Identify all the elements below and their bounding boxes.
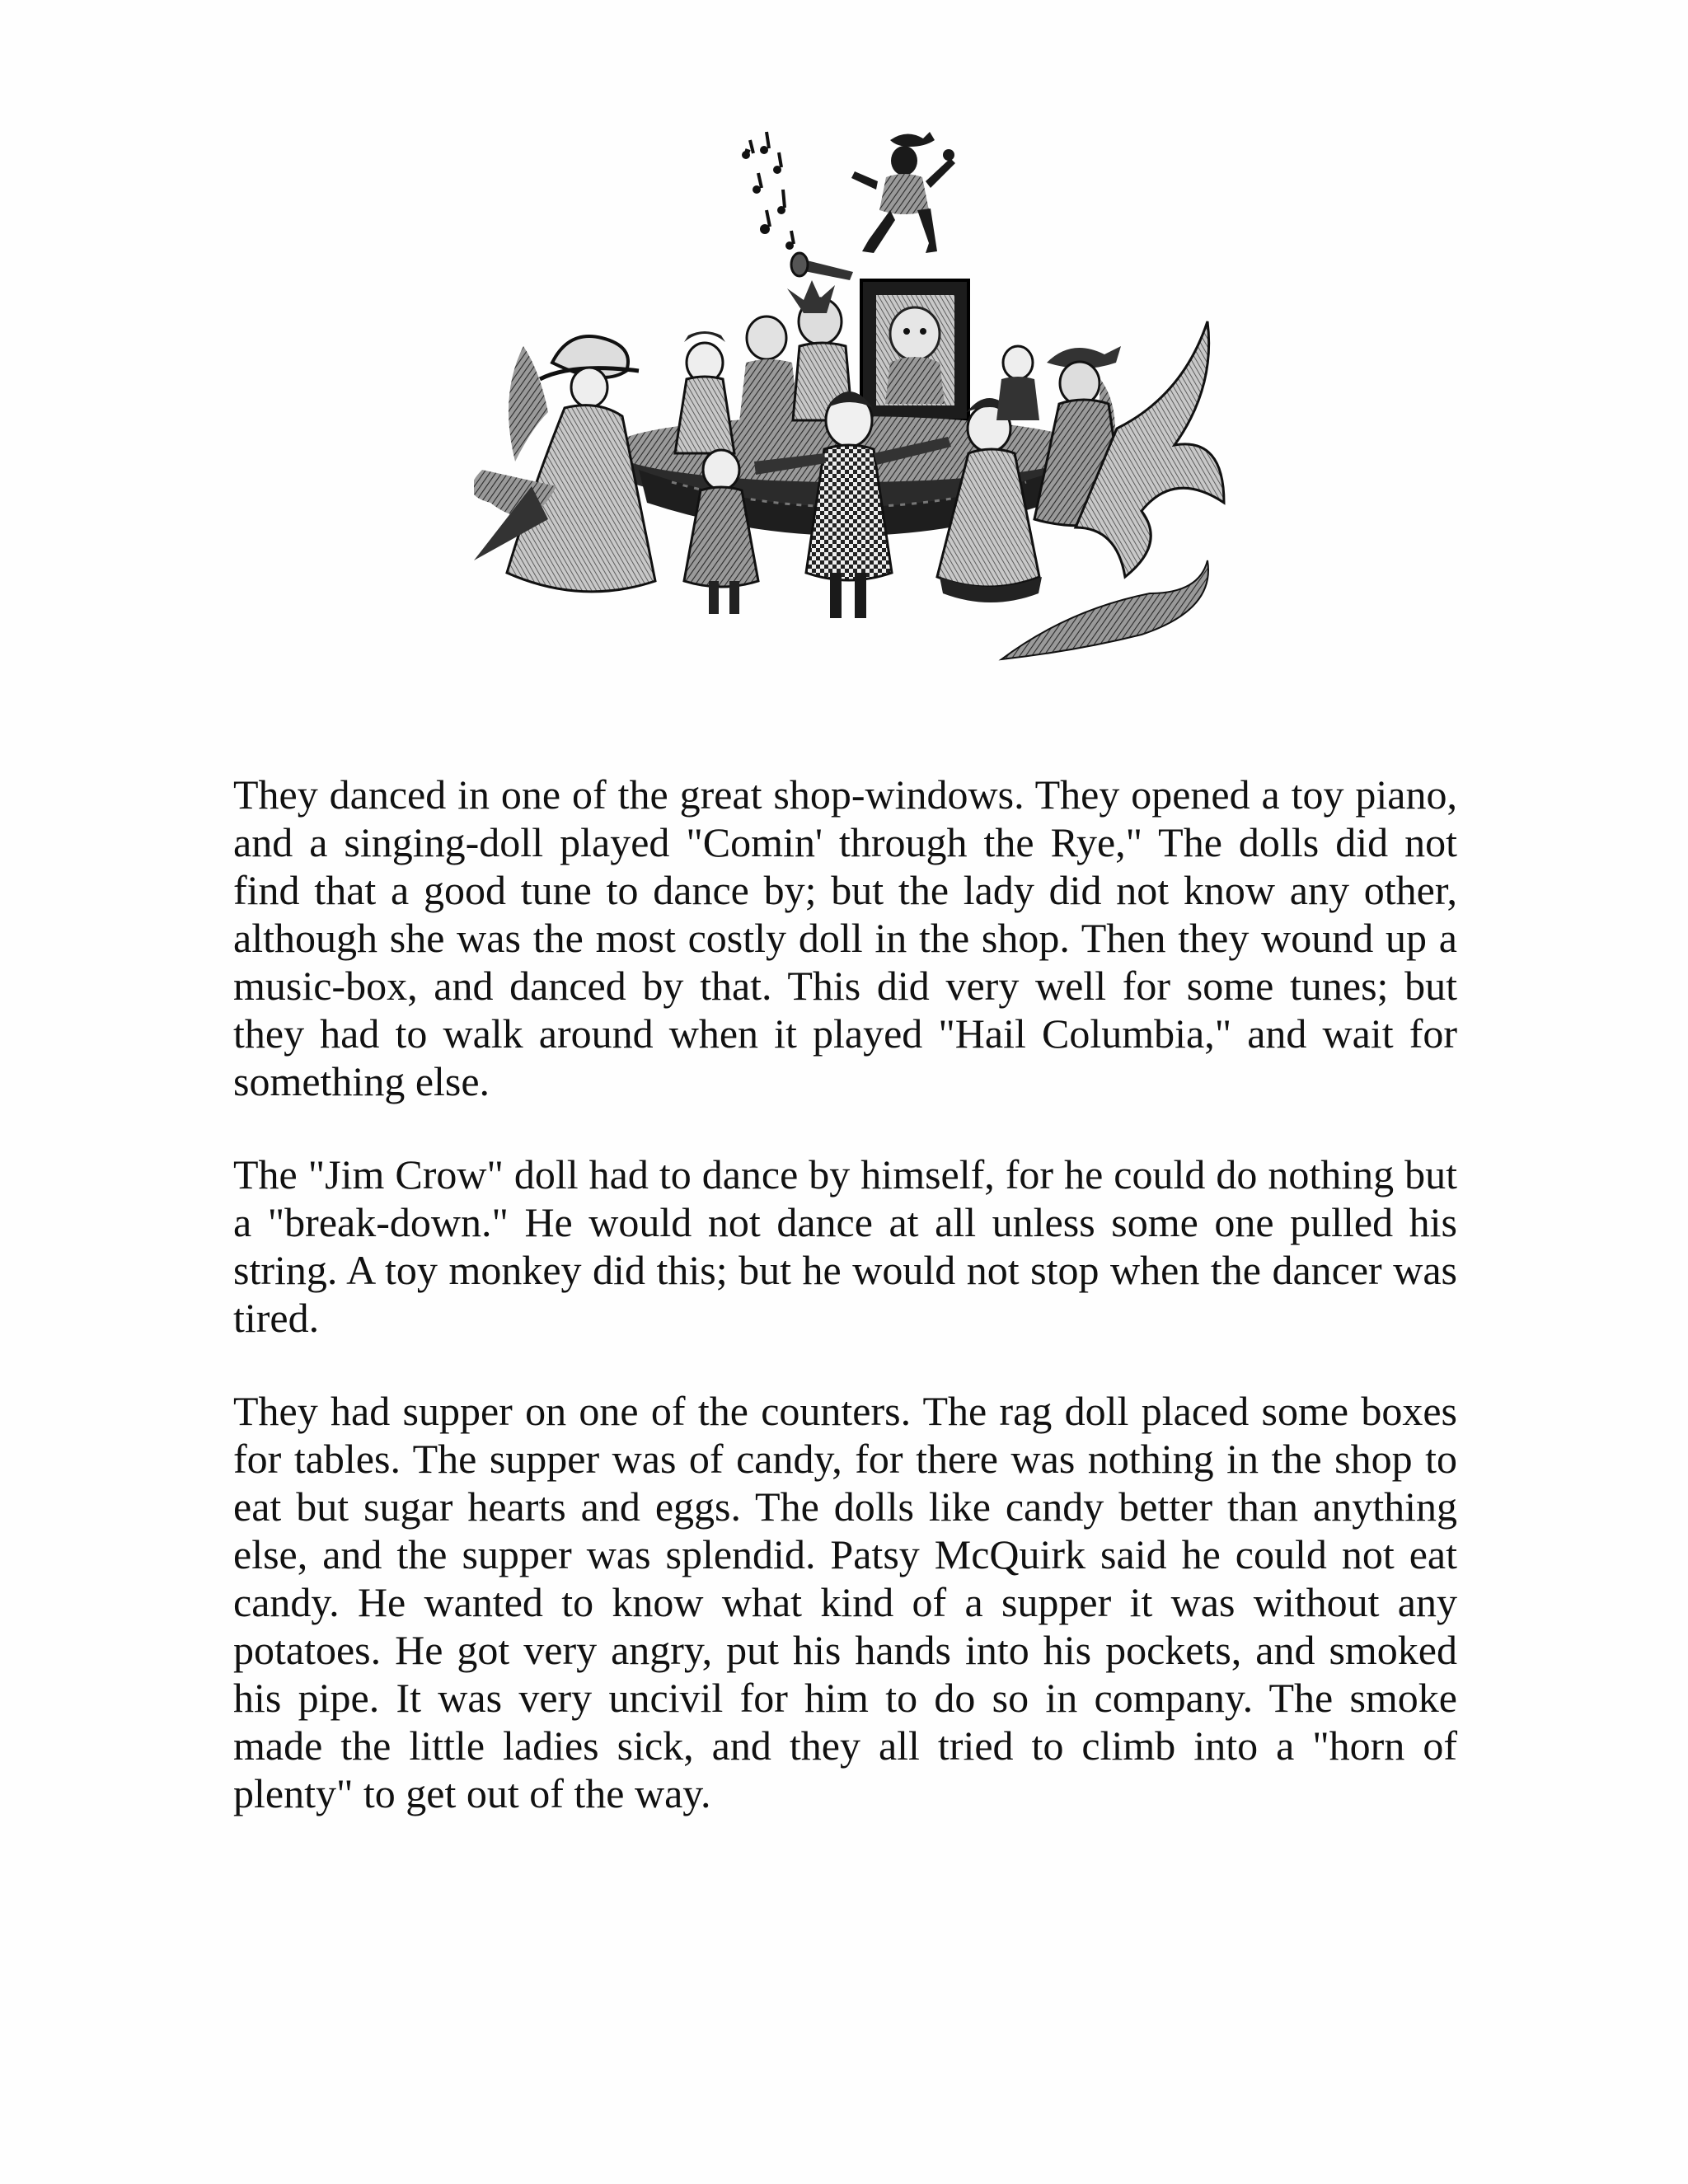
small-doll-top-right [996, 346, 1039, 420]
music-box-cabinet [861, 280, 968, 420]
toy-horn [791, 253, 853, 280]
paragraph-1: They danced in one of the great shop-windows. They opened a toy piano, and a singing-doll played "Comin' through the Rye," The dolls did not find that a good tune to dance by; but the lady did not know any other, although she was the most costly doll in the shop. Then they wound up a music-box, and danced by that. This did very well for some tunes; but they had to walk around when it played "Hail Columbia," and wait for something else. [233, 771, 1457, 1104]
jim-crow-doll [851, 132, 955, 253]
music-notes [742, 132, 794, 250]
paragraph-2: The "Jim Crow" doll had to dance by himself, for he could do nothing but a "break-down." He would not dance at all unless some one pulled his string. A toy monkey did this; but he would not stop when the dancer was tired. [233, 1151, 1457, 1341]
lady-doll-left [474, 336, 655, 592]
dancing-dolls-illustration [474, 115, 1228, 692]
story-text [233, 771, 1457, 1863]
paragraph-3: They had supper on one of the counters. The rag doll placed some boxes for tables. The supper was of candy, for there was nothing in the shop to eat but sugar hearts and eggs. The dolls like candy better than anything else, and the supper was splendid. Patsy McQuirk said he could not eat candy. He wanted to know what kind of a supper it was without any potatoes. He got very angry, put his hands into his pockets, and smoked his pipe. It was very uncivil for him to do so in company. The smoke made the little ladies sick, and they all tried to climb into a "horn of plenty" to get out of the way. [233, 1388, 1457, 1816]
illustration-drawing [474, 115, 1228, 692]
